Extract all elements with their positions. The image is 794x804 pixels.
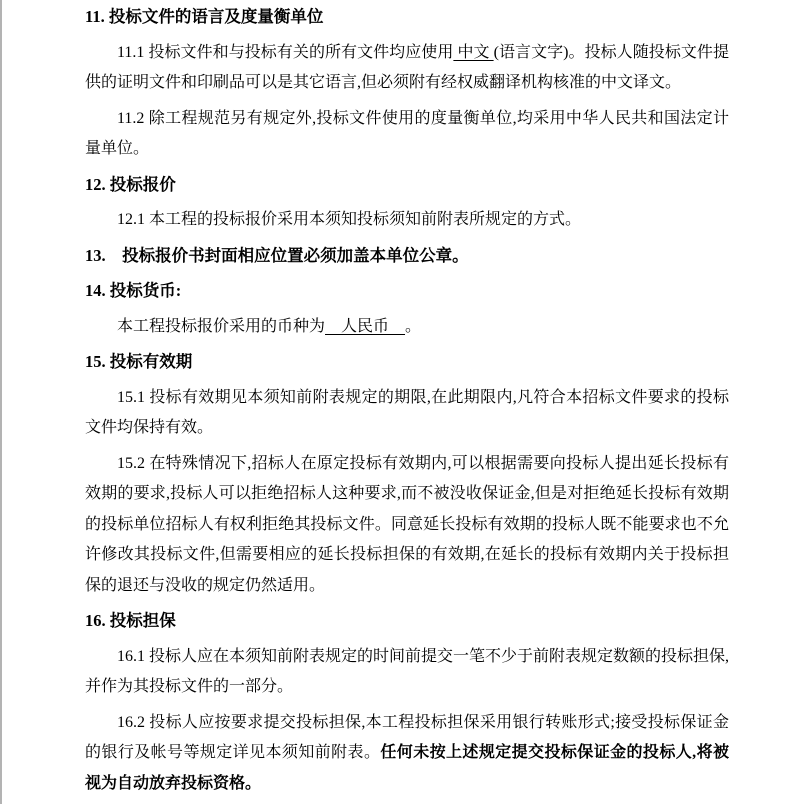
section-heading-15: 15. 投标有效期 — [85, 352, 193, 371]
clause-12-1: 12.1 本工程的投标报价采用本须知投标须知前附表所规定的方式。 — [117, 211, 582, 228]
clause-11-1 — [85, 38, 729, 99]
clause-14-text-before: 本工程投标报价采用的币种为 — [117, 317, 326, 335]
clause-14-text-after: 。 — [405, 317, 422, 335]
section-heading-14: 14. 投标货币: — [85, 281, 182, 300]
clause-16-2-text: 16.2 投标人应按要求提交投标担保,本工程投标担保采用银行转账形式;接受投标保证金的银行及帐号等规定详见本须知前附表。 — [85, 713, 729, 761]
section-heading-11: 11. 投标文件的语言及度量衡单位 — [85, 7, 324, 26]
clause-16-1: 16.1 投标人应在本须知前附表规定的时间前提交一笔不少于前附表规定数额的投标担保,并作为其投标文件的一部分。 — [85, 647, 730, 695]
bold-warning-text: 任何未按上述规定提交投标保证金的投标人,将被视为自动放弃投标资格。 — [85, 744, 729, 792]
underlined-currency-value: 人民币 — [325, 317, 406, 335]
section-heading-16: 16. 投标担保 — [85, 611, 176, 630]
clause-11-1-text-after: (语言文字)。投标人随投标文件提供的证明文件和印刷品可以是其它语言,但必须附有经权威翻译机构核准的中文译文。 — [85, 43, 729, 91]
underlined-language-value: 中文 — [453, 43, 494, 61]
clause-15-2: 15.2 在特殊情况下,招标人在原定投标有效期内,可以根据需要向投标人提出延长投标有效期的要求,投标人可以拒绝招标人这种要求,而不被没收保证金,但是对拒绝延长投标有效期的投标单位招标人有权利拒绝其投标文件。同意延长投标有效期的投标人既不能要求也不允许修改其投标文件,但需要相应的延长投标担保的有效期,在延长的投标有效期内关于投标担保的退还与没收的规定仍然适用。 — [85, 454, 729, 594]
clause-14-currency — [85, 312, 729, 343]
section-heading-13: 13. 投标报价书封面相应位置必须加盖本单位公章。 — [85, 245, 469, 265]
clause-11-2: 11.2 除工程规范另有规定外,投标文件使用的度量衡单位,均采用中华人民共和国法定计量单位。 — [85, 109, 729, 157]
clause-11-1-text-before: 11.1 投标文件和与投标有关的所有文件均应使用 — [117, 43, 454, 61]
clause-16-2 — [85, 708, 729, 800]
clause-15-1: 15.1 投标有效期见本须知前附表规定的期限,在此期限内,凡符合本招标文件要求的投标文件均保持有效。 — [85, 388, 729, 436]
section-heading-12: 12. 投标报价 — [85, 174, 176, 194]
